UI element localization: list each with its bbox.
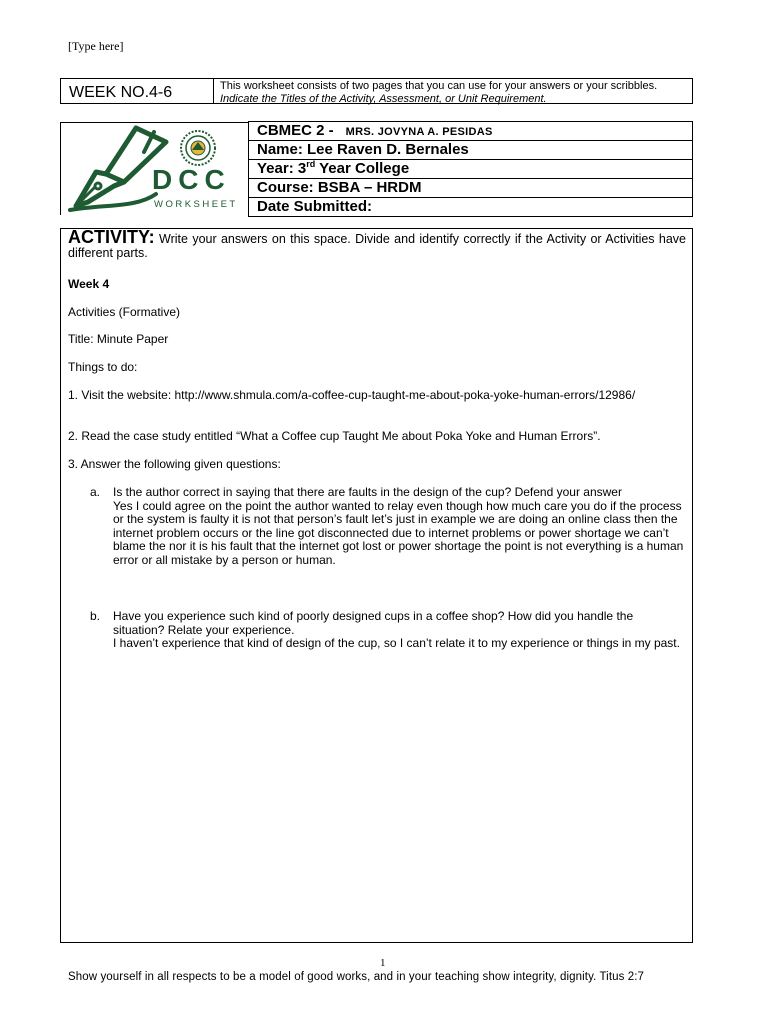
answer-a-text: Yes I could agree on the point the author wanted to relay even though how much care you do if the process or the system is faulty it is not that person’s fault let’s just in example we are doing an online class then the internet problem occurs or the line got disconnected due to internet problems or power shortage we can’t blame the nor it is his fault that the internet got lost or power shortage the point is not everything is a human error or all mistake by a person or human. [113,498,684,567]
year-row [249,160,692,179]
student-info-table [248,121,693,217]
activity-header [68,227,687,260]
activity-title: ACTIVITY: [68,227,155,247]
question-a [113,486,685,567]
question-a-text: Is the author correct in saying that there are faults in the design of the cup? Defend your answer [113,485,622,499]
logo-frame-top [60,122,248,123]
step-1: 1. Visit the website: http://www.shmula.com/a-coffee-cup-taught-me-about-poka-yoke-human-errors/12986/ [68,388,636,402]
course-row: Course: BSBA – HRDM [249,179,692,198]
question-b-text: Have you experience such kind of poorly designed cups in a coffee shop? How did you handle the situation? Relate your experience. [113,609,634,637]
logo-letters: DCC [152,164,231,195]
week-description [214,79,692,103]
week-heading: Week 4 [68,277,110,291]
activity-type: Activities (Formative) [68,305,181,319]
name-row: Name: Lee Raven D. Bernales [249,141,692,160]
year-superscript: rd [306,159,316,169]
week-desc-plain: This worksheet consists of two pages that you can use for your answers or your scribbles. [220,80,658,92]
header-placeholder: [Type here] [68,39,124,53]
subject-row [249,122,692,141]
teacher-name: MRS. JOVYNA A. PESIDAS [345,126,493,138]
answer-b-text: I haven’t experience that kind of design of the cup, so I can’t relate it to my experience or things in my past. [113,636,680,650]
question-a-label: a. [90,485,101,499]
subject-code: CBMEC 2 - [257,122,334,139]
page-number: 1 [380,957,386,969]
paper-title: Title: Minute Paper [68,332,169,346]
step-2: 2. Read the case study entitled “What a Coffee cup Taught Me about Poka Yoke and Human Errors”. [68,429,601,443]
week-row [60,78,693,104]
footer-verse: Show yourself in all respects to be a model of good works, and in your teaching show integrity, dignity. Titus 2:7 [68,971,645,983]
year-suffix: Year College [315,160,410,177]
step-3: 3. Answer the following given questions: [68,457,281,471]
date-submitted-row: Date Submitted: [257,198,373,215]
question-b [113,610,685,651]
year-prefix: Year: 3 [257,160,307,177]
pen-nib-icon [66,124,246,214]
week-desc-italic: Indicate the Titles of the Activity, Assessment, or Unit Requirement. [220,92,547,105]
question-b-label: b. [90,609,101,623]
dcc-worksheet-logo [66,124,246,214]
logo-subtitle: WORKSHEET [154,199,238,210]
logo-frame-left [60,122,61,215]
activity-instruction: Write your answers on this space. Divide and identify correctly if the Activity or Activities have different parts. [68,232,687,260]
week-label: WEEK NO.4-6 [61,79,214,103]
things-to-do: Things to do: [68,360,138,374]
